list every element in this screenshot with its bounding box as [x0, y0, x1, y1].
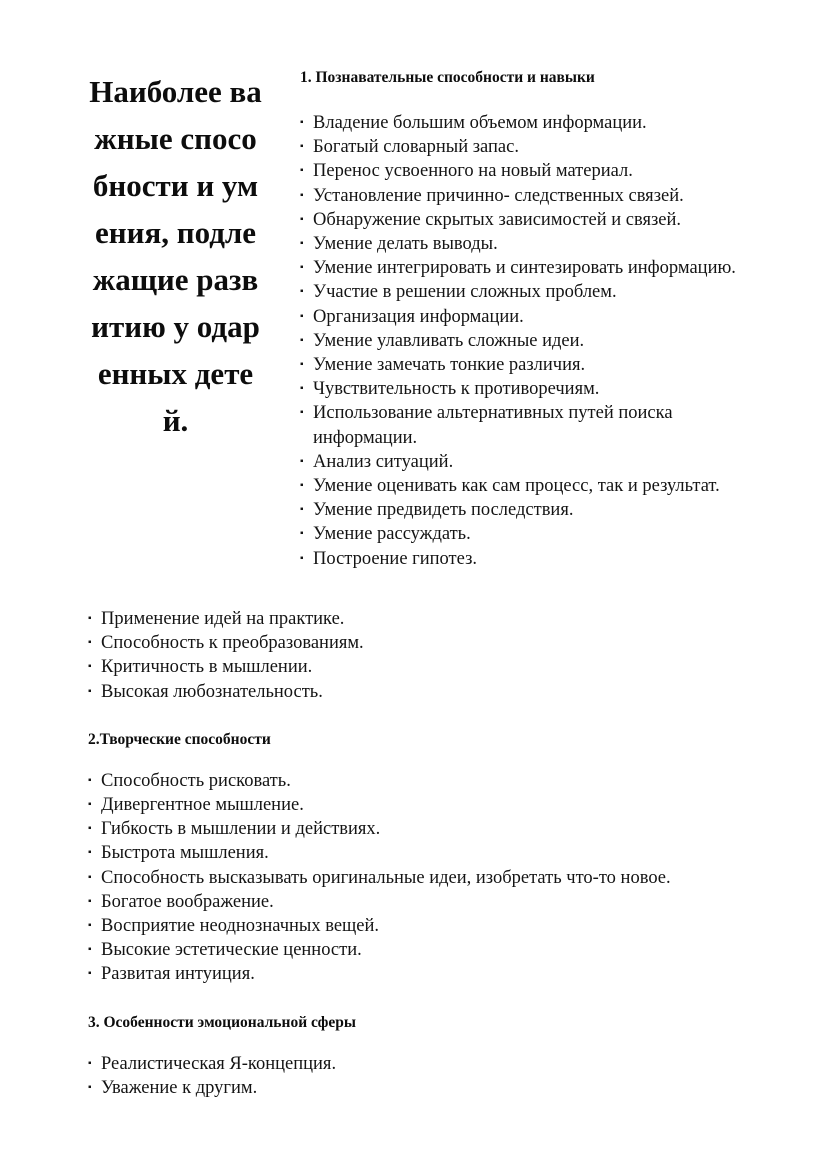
section-3-list	[88, 1052, 758, 1100]
square-bullet-icon: ▪	[300, 165, 304, 177]
list-item-label: Умение делать выводы.	[313, 234, 498, 255]
square-bullet-icon: ▪	[88, 637, 92, 649]
section-2-list	[88, 769, 758, 987]
list-item-label: Восприятие неоднозначных вещей.	[101, 916, 380, 937]
square-bullet-icon: ▪	[300, 407, 304, 419]
list-item	[88, 890, 758, 914]
list-item-label: Критичность в мышлении.	[101, 657, 313, 678]
list-item	[300, 353, 748, 377]
list-item	[300, 329, 748, 353]
square-bullet-icon: ▪	[300, 528, 304, 540]
square-bullet-icon: ▪	[300, 310, 304, 322]
list-item	[88, 607, 758, 631]
list-item	[300, 208, 748, 232]
list-item	[300, 522, 748, 546]
spacer-after-section-3-title	[88, 1033, 758, 1052]
section-1-column	[300, 68, 748, 571]
square-bullet-icon: ▪	[300, 117, 304, 128]
square-bullet-icon: ▪	[88, 871, 92, 883]
list-item-label: Дивергентное мышление.	[101, 795, 304, 816]
list-item	[88, 962, 758, 986]
list-item-label: Умение рассуждать.	[313, 524, 471, 545]
list-item	[88, 1076, 758, 1100]
list-item-label: Умение интегрировать и синтезировать информацию.	[313, 258, 736, 279]
list-item-label: Высокие эстетические ценности.	[101, 940, 362, 961]
list-item	[300, 377, 748, 401]
square-bullet-icon: ▪	[300, 480, 304, 492]
list-item-label: Организация информации.	[313, 306, 524, 327]
square-bullet-icon: ▪	[88, 895, 92, 907]
list-item-label: Перенос усвоенного на новый материал.	[313, 161, 633, 182]
list-item-label: Богатое воображение.	[101, 891, 274, 912]
list-item-label: Умение оценивать как сам процесс, так и результат.	[313, 476, 720, 497]
section-1-list-full	[88, 607, 758, 704]
list-item	[300, 256, 748, 280]
list-item-label: Реалистическая Я-концепция.	[101, 1053, 337, 1074]
square-bullet-icon: ▪	[88, 944, 92, 956]
section-title-2: 2.Творческие способности	[88, 730, 271, 748]
list-item	[300, 547, 748, 571]
list-item-label: Высокая любознательность.	[101, 681, 323, 702]
list-item	[88, 680, 758, 704]
list-item	[300, 135, 748, 159]
square-bullet-icon: ▪	[300, 383, 304, 395]
section-title-1: 1. Познавательные способности и навыки	[300, 69, 595, 86]
list-item	[300, 450, 748, 474]
square-bullet-icon: ▪	[88, 1081, 92, 1093]
square-bullet-icon: ▪	[88, 1057, 92, 1069]
list-item-label: Умение замечать тонкие различия.	[313, 355, 586, 376]
list-item	[88, 793, 758, 817]
list-item	[88, 1052, 758, 1076]
list-item	[300, 401, 748, 449]
list-item-label: Анализ ситуаций.	[313, 451, 454, 472]
list-item	[88, 769, 758, 793]
square-bullet-icon: ▪	[300, 359, 304, 371]
list-item-label: Использование альтернативных путей поиска информации.	[313, 403, 673, 448]
list-item-label: Обнаружение скрытых зависимостей и связей.	[313, 209, 682, 230]
square-bullet-icon: ▪	[300, 552, 304, 564]
list-item-label: Богатый словарный запас.	[313, 137, 519, 158]
list-item-label: Установление причинно- следственных связей.	[313, 185, 684, 206]
list-item	[300, 232, 748, 256]
page-title: Наиболее важные способности и умения, подлежащие развитию у одаренных детей.	[89, 74, 262, 438]
list-item-label: Применение идей на практике.	[101, 609, 345, 629]
list-item-label: Участие в решении сложных проблем.	[313, 282, 617, 303]
square-bullet-icon: ▪	[300, 262, 304, 274]
list-item-label: Умение улавливать сложные идеи.	[313, 330, 585, 351]
list-item-label: Развитая интуиция.	[101, 964, 255, 985]
list-item-label: Построение гипотез.	[313, 548, 478, 569]
list-item-label: Владение большим объемом информации.	[313, 113, 647, 133]
list-item-label: Способность рисковать.	[101, 770, 291, 791]
square-bullet-icon: ▪	[300, 455, 304, 467]
square-bullet-icon: ▪	[300, 238, 304, 250]
square-bullet-icon: ▪	[88, 661, 92, 673]
section-title-3: 3. Особенности эмоциональной сферы	[88, 1013, 356, 1031]
square-bullet-icon: ▪	[88, 968, 92, 980]
square-bullet-icon: ▪	[88, 774, 92, 786]
square-bullet-icon: ▪	[300, 213, 304, 225]
square-bullet-icon: ▪	[300, 286, 304, 298]
square-bullet-icon: ▪	[300, 504, 304, 516]
list-item	[300, 159, 748, 183]
list-item	[300, 305, 748, 329]
section-1-list-column	[300, 111, 748, 571]
square-bullet-icon: ▪	[300, 141, 304, 153]
list-item	[88, 817, 758, 841]
list-item	[300, 474, 748, 498]
square-bullet-icon: ▪	[88, 685, 92, 697]
list-item	[300, 111, 748, 135]
list-item	[88, 631, 758, 655]
square-bullet-icon: ▪	[300, 334, 304, 346]
list-item-label: Чувствительность к противоречиям.	[313, 379, 600, 400]
list-item	[88, 914, 758, 938]
list-item	[88, 938, 758, 962]
square-bullet-icon: ▪	[300, 189, 304, 201]
list-item	[88, 841, 758, 865]
list-item-label: Умение предвидеть последствия.	[313, 500, 574, 521]
list-item	[300, 280, 748, 304]
list-item	[88, 655, 758, 679]
list-item	[88, 866, 758, 890]
list-item	[300, 184, 748, 208]
list-item	[300, 498, 748, 522]
spacer-after-section-2-title	[88, 750, 758, 769]
square-bullet-icon: ▪	[88, 799, 92, 811]
list-item-label: Способность высказывать оригинальные идеи, изобретать что-то новое.	[101, 867, 671, 888]
spacer-before-section-2	[88, 704, 758, 730]
list-item-label: Быстрота мышления.	[101, 843, 269, 864]
list-item-label: Уважение к другим.	[101, 1077, 258, 1098]
top-two-column-area	[88, 68, 748, 571]
square-bullet-icon: ▪	[88, 823, 92, 835]
square-bullet-icon: ▪	[88, 847, 92, 859]
full-width-area	[88, 607, 758, 1100]
square-bullet-icon: ▪	[88, 613, 92, 624]
square-bullet-icon: ▪	[88, 920, 92, 932]
spacer-before-section-3	[88, 987, 758, 1013]
list-item-label: Гибкость в мышлении и действиях.	[101, 819, 381, 840]
list-item-label: Способность к преобразованиям.	[101, 633, 364, 654]
